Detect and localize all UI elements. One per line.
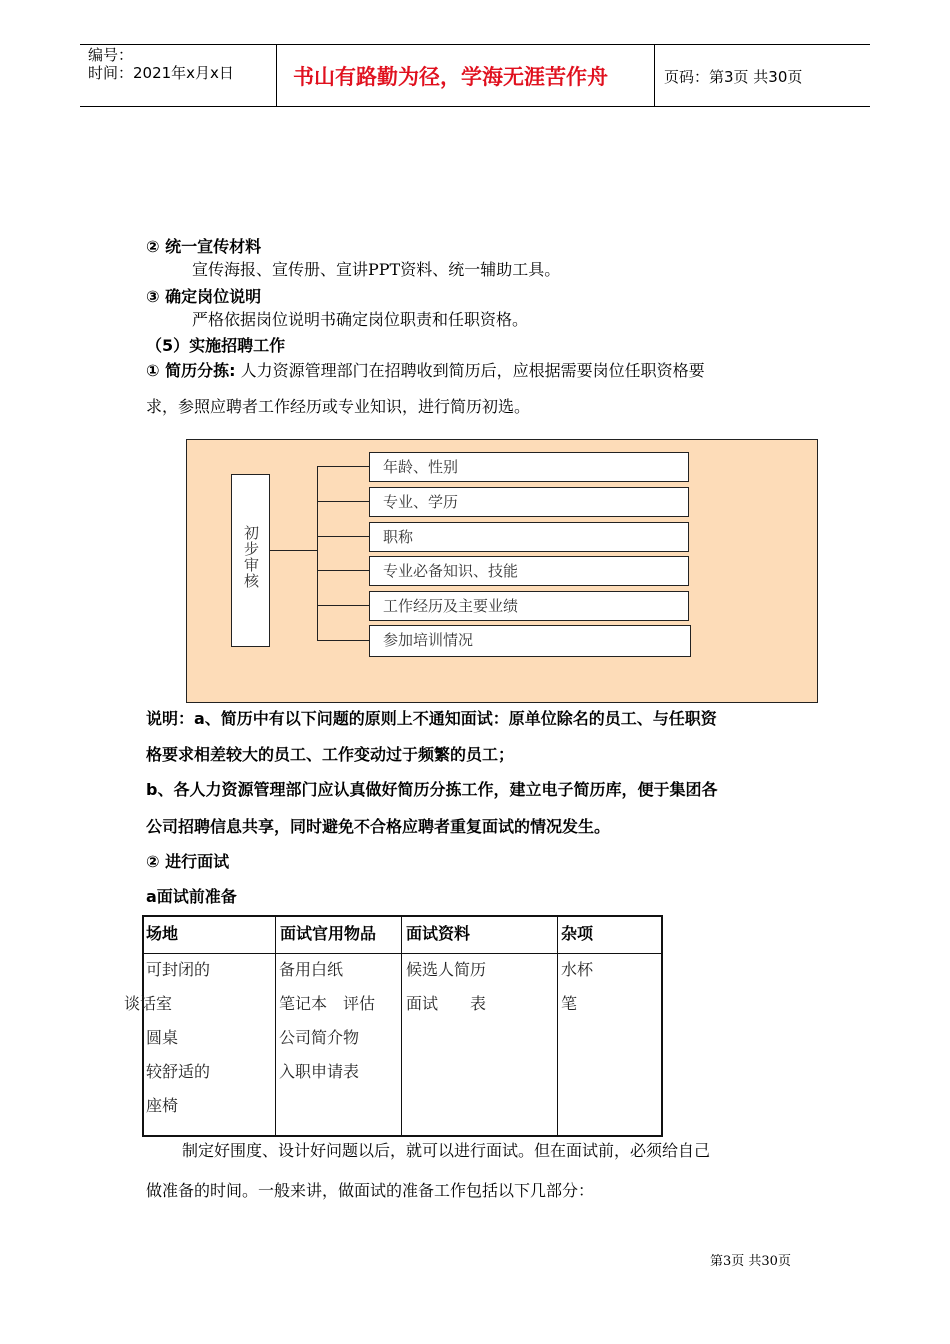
table-cell-items-4: 入职申请表	[279, 1062, 360, 1081]
table-column-divider-2	[401, 917, 402, 1135]
table-cell-venue-4: 较舒适的	[146, 1062, 211, 1081]
diagram-branch-5	[317, 605, 369, 606]
table-cell-misc-2: 笔	[561, 994, 578, 1013]
table-cell-venue-5: 座椅	[146, 1096, 179, 1115]
screening-label: ① 简历分拣:	[146, 361, 236, 380]
table-cell-items-1: 备用白纸	[279, 960, 344, 979]
note-line-2: 格要求相差较大的员工、工作变动过于频繁的员工；	[146, 745, 515, 764]
section-title-materials: ② 统一宣传材料	[146, 237, 262, 256]
diagram-branch-2	[317, 501, 369, 502]
note-line-1: 说明：a、简历中有以下问题的原则上不通知面试：原单位除名的员工、与任职资	[146, 709, 717, 728]
table-cell-materials-2: 面试 表	[406, 994, 487, 1013]
header-time: 时间：2021年x月x日	[88, 64, 234, 82]
diagram-branch-4	[317, 570, 369, 571]
diagram-item-training: 参加培训情况	[369, 625, 691, 657]
diagram-connector-horizontal	[270, 550, 317, 551]
table-cell-items-3: 公司简介物	[279, 1028, 360, 1047]
table-column-divider-3	[557, 917, 558, 1135]
table-cell-items-2: 笔记本 评估	[279, 994, 376, 1013]
table-cell-materials-1: 候选人简历	[406, 960, 487, 979]
header-number: 编号：	[88, 46, 134, 64]
table-cell-venue-2: 谈话室	[124, 994, 173, 1013]
table-cell-venue-1: 可封闭的	[146, 960, 211, 979]
header-divider-right	[654, 44, 655, 106]
diagram-item-experience: 工作经历及主要业绩	[369, 591, 689, 621]
table-cell-misc-1: 水杯	[561, 960, 594, 979]
header-page-info: 页码：第3页 共30页	[664, 68, 803, 86]
section-text-positions: 严格依据岗位说明书确定岗位职责和任职资格。	[192, 310, 529, 329]
table-header-venue: 场地	[146, 924, 179, 943]
note-line-4: 公司招聘信息共享，同时避免不合格应聘者重复面试的情况发生。	[146, 817, 611, 836]
diagram-branch-3	[317, 536, 369, 537]
table-header-interviewer-items: 面试官用物品	[280, 924, 377, 943]
section-text-materials: 宣传海报、宣传册、宣讲PPT资料、统一辅助工具。	[192, 260, 561, 279]
screening-paragraph-line2: 求，参照应聘者工作经历或专业知识，进行简历初选。	[146, 397, 531, 416]
screening-diagram	[186, 439, 818, 703]
table-cell-venue-3: 圆桌	[146, 1028, 179, 1047]
diagram-root-label: 初步审核	[242, 525, 260, 589]
header-bottom-rule	[80, 106, 870, 107]
screening-paragraph-line1	[146, 358, 705, 381]
diagram-item-age-gender: 年龄、性别	[369, 452, 689, 482]
note-line-3: b、各人力资源管理部门应认真做好简历分拣工作，建立电子简历库，便于集团各	[146, 780, 718, 799]
header-divider-left	[276, 44, 277, 106]
header-motto: 书山有路勤为径，学海无涯苦作舟	[293, 65, 608, 89]
screening-text: 人力资源管理部门在招聘收到简历后，应根据需要岗位任职资格要	[235, 361, 705, 380]
interview-title: ② 进行面试	[146, 852, 230, 871]
diagram-item-title: 职称	[369, 522, 689, 552]
closing-line-1: 制定好围度、设计好问题以后，就可以进行面试。但在面试前，必须给自己	[182, 1141, 711, 1160]
footer-page-number: 第3页 共30页	[710, 1254, 791, 1269]
diagram-branch-1	[317, 466, 369, 467]
closing-line-2: 做准备的时间。一般来讲，做面试的准备工作包括以下几部分：	[146, 1181, 595, 1200]
diagram-item-major-degree: 专业、学历	[369, 487, 689, 517]
section-title-positions: ③ 确定岗位说明	[146, 287, 262, 306]
diagram-root-box	[231, 474, 270, 647]
table-header-misc: 杂项	[561, 924, 594, 943]
diagram-item-skills: 专业必备知识、技能	[369, 556, 689, 586]
interview-prep-title: a面试前准备	[146, 887, 237, 906]
section-title-recruitment: （5）实施招聘工作	[146, 336, 286, 355]
interview-prep-table	[124, 915, 663, 1137]
diagram-branch-6	[317, 640, 369, 641]
table-column-divider-1	[275, 917, 276, 1135]
header-top-rule	[80, 44, 870, 45]
diagram-connector-vertical	[317, 466, 318, 641]
table-header-interview-materials: 面试资料	[406, 924, 471, 943]
